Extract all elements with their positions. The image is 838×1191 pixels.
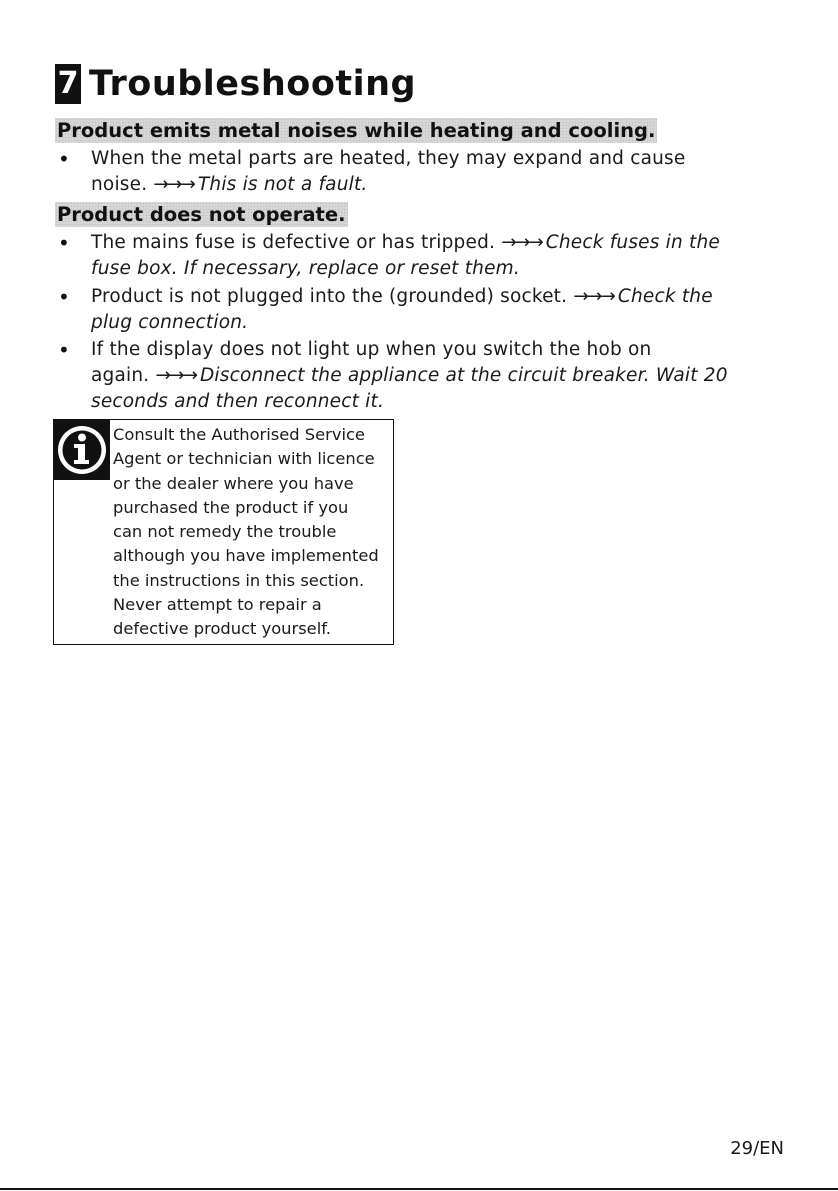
- arrow-icon: →→→: [153, 174, 194, 195]
- info-note-line: defective product yourself.: [113, 619, 331, 639]
- remedy-text: plug connection.: [91, 312, 249, 333]
- remedy-text: fuse box. If necessary, replace or reset them.: [91, 258, 520, 279]
- bullet-point: •: [58, 231, 70, 255]
- cause-text: If the display does not light up when you switch the hob on: [91, 339, 652, 360]
- cause-text: Product is not plugged into the (grounded) socket.: [91, 286, 568, 307]
- page-number: 29/EN: [730, 1138, 784, 1159]
- cause-text: The mains fuse is defective or has tripped.: [91, 232, 496, 253]
- chapter-number-badge: 7: [55, 64, 81, 104]
- info-note-line: can not remedy the trouble: [113, 522, 337, 542]
- info-note-line: purchased the product if you: [113, 497, 349, 517]
- troubleshoot-item: [91, 284, 781, 336]
- cause-text: noise.: [91, 174, 148, 195]
- arrow-icon: →→→: [501, 232, 542, 253]
- info-icon: [54, 420, 110, 480]
- remedy-text: Check fuses in the: [545, 232, 720, 253]
- troubleshoot-item: [91, 230, 781, 282]
- troubleshoot-item: [91, 146, 781, 198]
- chapter-title: Troubleshooting: [89, 64, 417, 104]
- section-heading-metal-noises: Product emits metal noises while heating and cooling.: [57, 119, 656, 142]
- cause-text: When the metal parts are heated, they may expand and cause: [91, 148, 686, 169]
- bullet-point: •: [58, 285, 70, 309]
- info-note-text: [113, 423, 397, 642]
- bullet-point: •: [58, 147, 70, 171]
- cause-text: again.: [91, 365, 150, 386]
- remedy-text: Check the: [617, 286, 713, 307]
- arrow-icon: →→→: [155, 365, 196, 386]
- remedy-text: This is not a fault.: [197, 174, 368, 195]
- info-note-line: Consult the Authorised Service: [113, 425, 365, 444]
- info-note-line: Never attempt to repair a: [113, 595, 322, 615]
- section-heading-does-not-operate: Product does not operate.: [57, 203, 346, 226]
- remedy-text: seconds and then reconnect it.: [91, 391, 385, 412]
- info-note-line: Agent or technician with licence: [113, 449, 375, 469]
- footer-divider: [0, 1188, 838, 1190]
- remedy-text: Disconnect the appliance at the circuit breaker. Wait 20: [199, 365, 728, 386]
- info-note-line: although you have implemented: [113, 546, 379, 566]
- info-note-box: [53, 419, 394, 645]
- info-note-line: or the dealer where you have: [113, 473, 354, 493]
- arrow-icon: →→→: [573, 286, 614, 307]
- troubleshoot-item: [91, 337, 781, 415]
- bullet-point: •: [58, 338, 70, 362]
- chapter-header: [55, 62, 416, 106]
- info-note-line: the instructions in this section.: [113, 570, 365, 590]
